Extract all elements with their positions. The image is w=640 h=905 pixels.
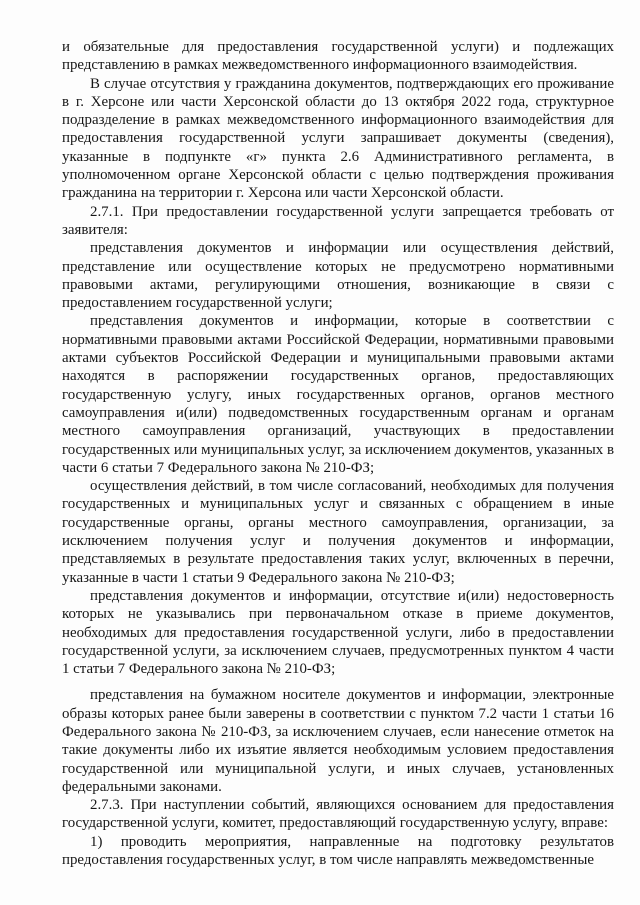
paragraph-2-7-1-heading: 2.7.1. При предоставлении государственной услуги запрещается требовать от заявителя: [62,203,614,238]
paragraph-item-1: 1) проводить мероприятия, направленные на подготовку результатов предоставления государственных услуг, в том числе направлять межведомственные [62,833,614,869]
paragraph-2-7-3-heading: 2.7.3. При наступлении событий, являющихся основанием для предоставления государственной услуги, комитет, предоставляющий государственную услугу, вправе: [62,797,614,832]
paragraph-list-item-3: осуществления действий, в том числе согласований, необходимых для получения государственных и муниципальных услуг и связанных с обращением в иные государственные органы, органы местного самоуправления, организации, за исключением получения услуг и получения документов и информации, представляемых в результате предоставления таких услуг, включенных в перечни, указанные в части 1 статьи 9 Федерального закона № 210-ФЗ; [62,478,614,586]
paragraph-list-item-2: представления документов и информации, которые в соответствии с нормативными правовыми актами Российской Федерации, нормативными правовыми актами субъектов Российской Федерации и муниципальными правовыми актами находятся в распоряжении государственных органов, предоставляющих государственную услугу, иных государственных органов, органов местного самоуправления и(или) подведомственных государственным органам и органам местного самоуправления организаций, участвующих в предоставлении государственных или муниципальных услуг, за исключением документов, указанных в части 6 статьи 7 Федерального закона № 210-ФЗ; [62,313,614,476]
paragraph-list-item-5: представления на бумажном носителе документов и информации, электронные образы которых ранее были заверены в соответствии с пунктом 7.2 части 1 статьи 16 Федерального закона № 210-ФЗ, за исключением случаев, если нанесение отметок на такие документы либо их изъятие является необходимым условием предоставления государственной или муниципальной услуги, и иных случаев, установленных федеральными законами. [62,687,614,795]
document-body [62,38,614,869]
paragraph-kherson-residence: В случае отсутствия у гражданина документов, подтверждающих его проживание в г. Херсоне или части Херсонской области до 13 октября 2022 года, структурное подразделение в рамках межведомственного информационного взаимодействия для предоставления государственной услуги запрашивает документы (сведения), указанные в подпункте «г» пункта 2.6 Административного регламента, в уполномоченном органе Херсонской области с целью подтверждения проживания гражданина на территории г. Херсона или части Херсонской области. [62,75,614,202]
paragraph-continuation: и обязательные для предоставления государственной услуги) и подлежащих представлению в рамках межведомственного информационного взаимодействия. [62,39,614,74]
paragraph-list-item-4: представления документов и информации, отсутствие и(или) недостоверность которых не указывались при первоначальном отказе в приеме документов, необходимых для предоставления государственной услуги, либо в предоставлении государственной услуги, за исключением случаев, предусмотренных пунктом 4 части 1 статьи 7 Федерального закона № 210-ФЗ; [62,587,614,678]
paragraph-list-item-1: представления документов и информации или осуществления действий, представление или осуществление которых не предусмотрено нормативными правовыми актами, регулирующими отношения, возникающие в связи с предоставлением государственной услуги; [62,240,614,312]
